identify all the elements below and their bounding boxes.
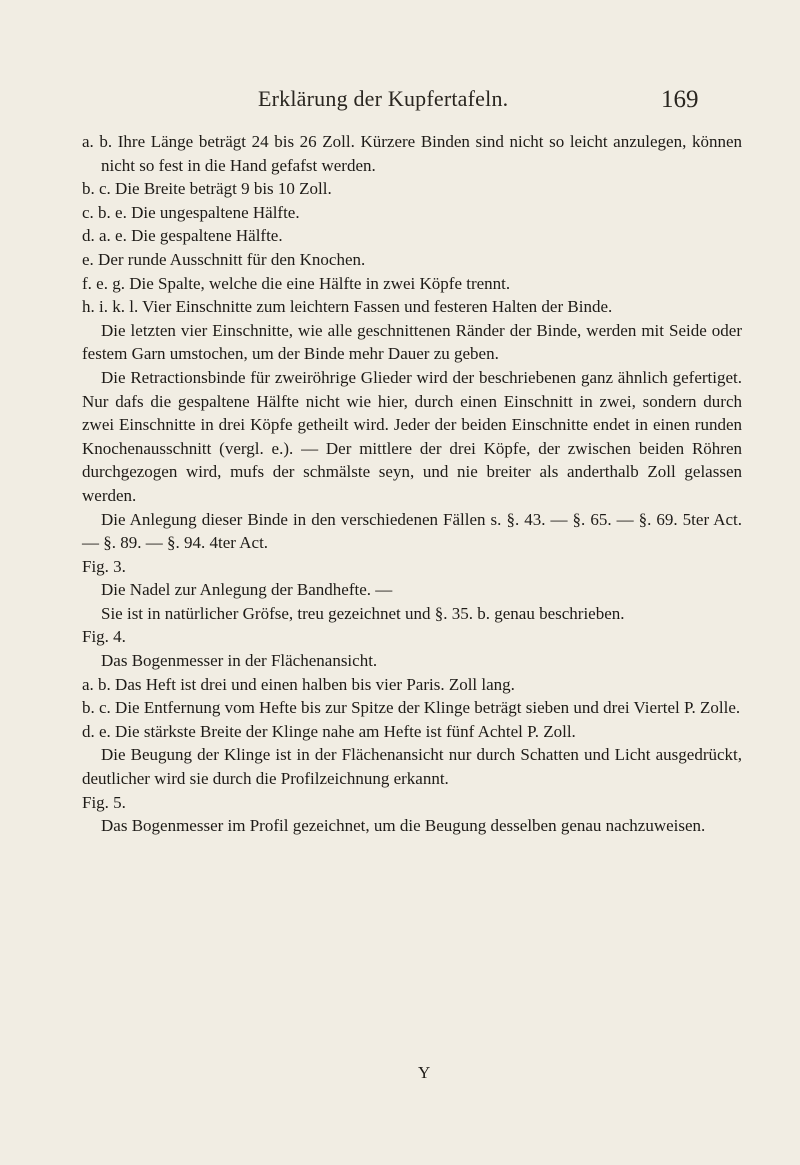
list-item: a. b. Ihre Länge beträgt 24 bis 26 Zoll. Kürzere Binden sind nicht so leicht anzulegen, können nicht so fest in die Hand gefafst werden.: [82, 132, 742, 175]
list-item: h. i. k. l. Vier Einschnitte zum leichtern Fassen und festeren Halten der Binde.: [82, 297, 613, 317]
paragraph: Die letzten vier Einschnitte, wie alle geschnittenen Ränder der Binde, werden mit Seide oder festem Garn umstochen, um der Binde mehr Dauer zu geben.: [82, 320, 742, 364]
signature-mark: Y: [418, 1063, 431, 1082]
list-item: e. Der runde Ausschnitt für den Knochen.: [82, 249, 366, 269]
list-item: c. b. e. Die ungespaltene Hälfte.: [82, 202, 300, 222]
page-number: 169: [661, 86, 699, 113]
paragraph: Sie ist in natürlicher Gröfse, treu gezeichnet und §. 35. b. genau beschrieben.: [101, 603, 625, 623]
page-header: [0, 86, 800, 116]
paragraph: Das Bogenmesser im Profil gezeichnet, um die Beugung desselben genau nachzuweisen.: [101, 816, 706, 836]
paragraph: Die Retractionsbinde für zweiröhrige Glieder wird der beschriebenen ganz ähnlich gefertiget. Nur dafs die gespaltene Hälfte nicht wie hier, durch einen Einschnitt in zwei, sondern durch zwei Einschnitte in drei Köpfe getheilt wird. Jeder der beiden Einschnitte endet in einen runden Knochenausschnitt (vergl. e.). — Der mittlere der drei Köpfe, der zwischen beiden Röhren durchgezogen wird, mufs der schmälste seyn, und nie breiter als anderthalb Zoll gelassen werden.: [82, 367, 742, 505]
figure-heading: Fig. 3.: [82, 556, 126, 576]
paragraph: Die Anlegung dieser Binde in den verschiedenen Fällen s. §. 43. — §. 65. — §. 69. 5ter Act. — §. 89. — §. 94. 4ter Act.: [82, 509, 742, 553]
running-title: Erklärung der Kupfertafeln.: [258, 86, 509, 111]
paragraph: Die Nadel zur Anlegung der Bandhefte. —: [101, 580, 393, 600]
list-item: d. a. e. Die gespaltene Hälfte.: [82, 226, 283, 246]
figure-heading: Fig. 4.: [82, 627, 126, 647]
paragraph: Die Beugung der Klinge ist in der Flächenansicht nur durch Schatten und Licht ausgedrückt, deutlicher wird sie durch die Profilzeichnung erkannt.: [82, 745, 742, 789]
list-item: b. c. Die Breite beträgt 9 bis 10 Zoll.: [82, 179, 332, 199]
list-item: d. e. Die stärkste Breite der Klinge nahe am Hefte ist fünf Achtel P. Zoll.: [82, 721, 576, 741]
list-item: b. c. Die Entfernung vom Hefte bis zur Spitze der Klinge beträgt sieben und drei Viertel P. Zolle.: [82, 698, 741, 718]
body-text: [82, 130, 742, 838]
list-item: f. e. g. Die Spalte, welche die eine Hälfte in zwei Köpfe trennt.: [82, 273, 511, 293]
figure-heading: Fig. 5.: [82, 792, 126, 812]
list-item: a. b. Das Heft ist drei und einen halben bis vier Paris. Zoll lang.: [82, 674, 515, 694]
paragraph: Das Bogenmesser in der Flächenansicht.: [101, 651, 378, 671]
